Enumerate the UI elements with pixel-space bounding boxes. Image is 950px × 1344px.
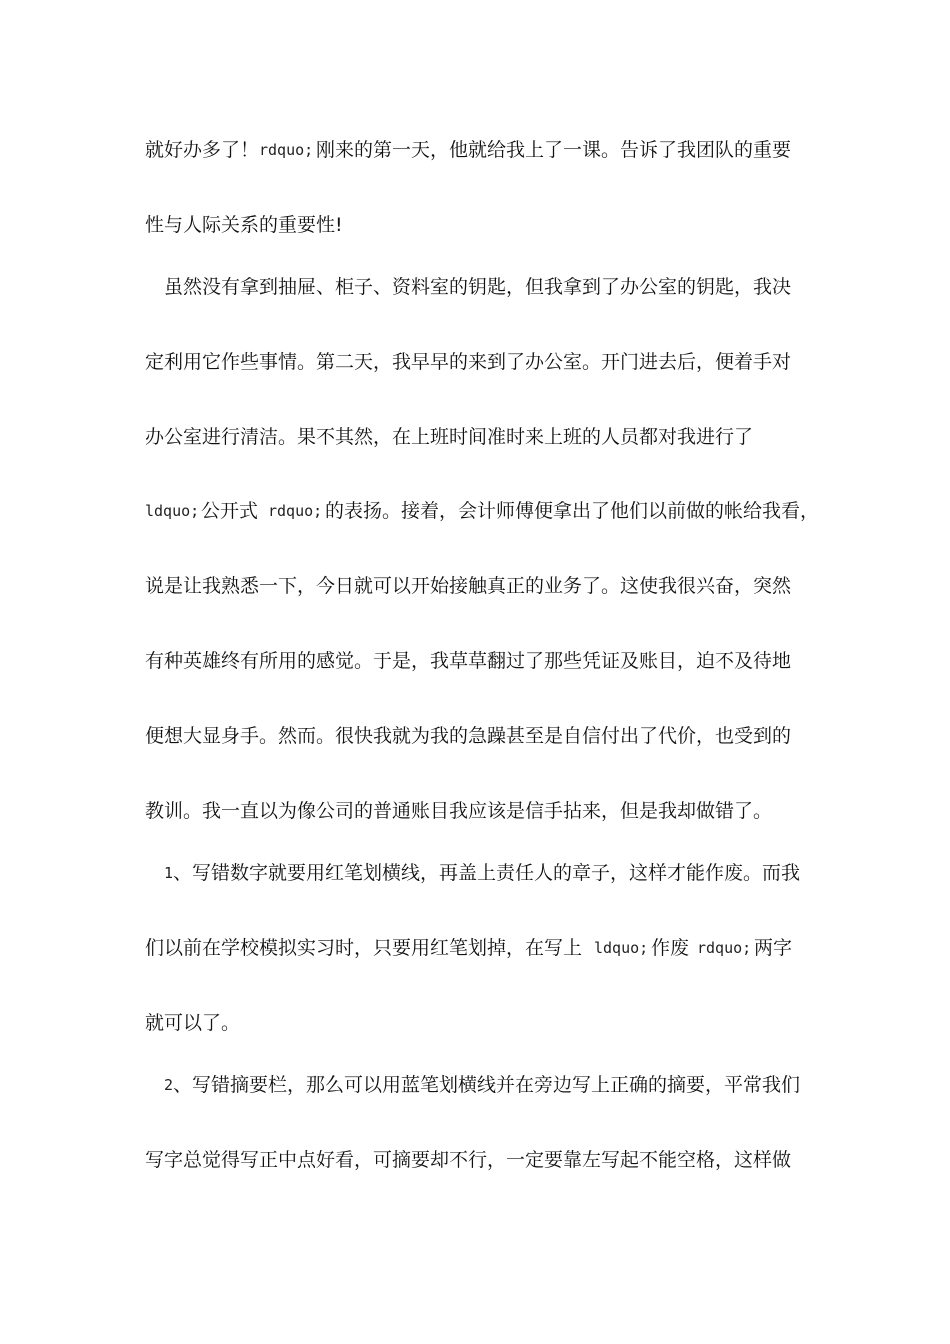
text-run: 就好办多了！ [145, 139, 260, 161]
text-line-7 [0, 566, 950, 606]
entity-text: rdquo; [259, 141, 314, 159]
text-run: 、写错数字就要用红笔划横线，再盖上责任人的章子，这样才能作废。而我 [173, 862, 801, 884]
text-run: 、写错摘要栏，那么可以用蓝笔划横线并在旁边写上正确的摘要，平常我们 [173, 1074, 801, 1096]
text-run: 就可以了。 [145, 1012, 241, 1034]
text-line-6 [0, 491, 950, 531]
text-line-15 [0, 1140, 950, 1180]
entity-text: rdquo; [268, 502, 323, 520]
text-line-9 [0, 716, 950, 756]
text-line-1 [0, 130, 950, 170]
text-line-11 [0, 853, 950, 893]
text-run: 教训。我一直以为像公司的普通账目我应该是信手拈来，但是我却做错了。 [145, 800, 773, 822]
list-number: 2 [164, 1076, 174, 1094]
text-run: 性与人际关系的重要性! [145, 214, 343, 236]
text-run: 公开式 [201, 500, 259, 522]
text-run: 有种英雄终有所用的感觉。于是，我草草翻过了那些凭证及账目，迫不及待地 [145, 650, 792, 672]
text-run: 说是让我熟悉一下，今日就可以开始接触真正的业务了。这使我很兴奋，突然 [145, 575, 792, 597]
text-line-14 [0, 1065, 950, 1105]
text-run: 办公室进行清洁。果不其然，在上班时间准时来上班的人员都对我进行了 [145, 426, 754, 448]
text-run: 的表扬。接着，会计师傅便拿出了他们以前做的帐给我看， [325, 500, 820, 522]
text-run: 写字总觉得写正中点好看，可摘要却不行，一定要靠左写起不能空格，这样做 [145, 1149, 792, 1171]
text-run: 便想大显身手。然而。很快我就为我的急躁甚至是自信付出了代价，也受到的 [145, 725, 792, 747]
text-run: 们以前在学校模拟实习时，只要用红笔划掉，在写上 [145, 937, 583, 959]
text-line-3 [0, 267, 950, 307]
text-line-4 [0, 342, 950, 382]
text-run: 两字 [754, 937, 793, 959]
text-run: 定利用它作些事情。第二天，我早早的来到了办公室。开门进去后，便着手对 [145, 351, 792, 373]
text-run: 作废 [651, 937, 690, 959]
text-line-8 [0, 641, 950, 681]
entity-text: ldquo; [594, 939, 649, 957]
text-line-10 [0, 791, 950, 831]
text-line-13 [0, 1003, 950, 1043]
entity-text: ldquo; [145, 502, 200, 520]
text-line-2 [0, 205, 950, 245]
entity-text: rdquo; [697, 939, 752, 957]
text-line-12 [0, 928, 950, 968]
text-run: 刚来的第一天，他就给我上了一课。告诉了我团队的重要 [316, 139, 792, 161]
text-line-5 [0, 417, 950, 457]
list-number: 1 [164, 864, 174, 882]
text-run: 虽然没有拿到抽屉、柜子、资料室的钥匙，但我拿到了办公室的钥匙，我决 [164, 276, 792, 298]
